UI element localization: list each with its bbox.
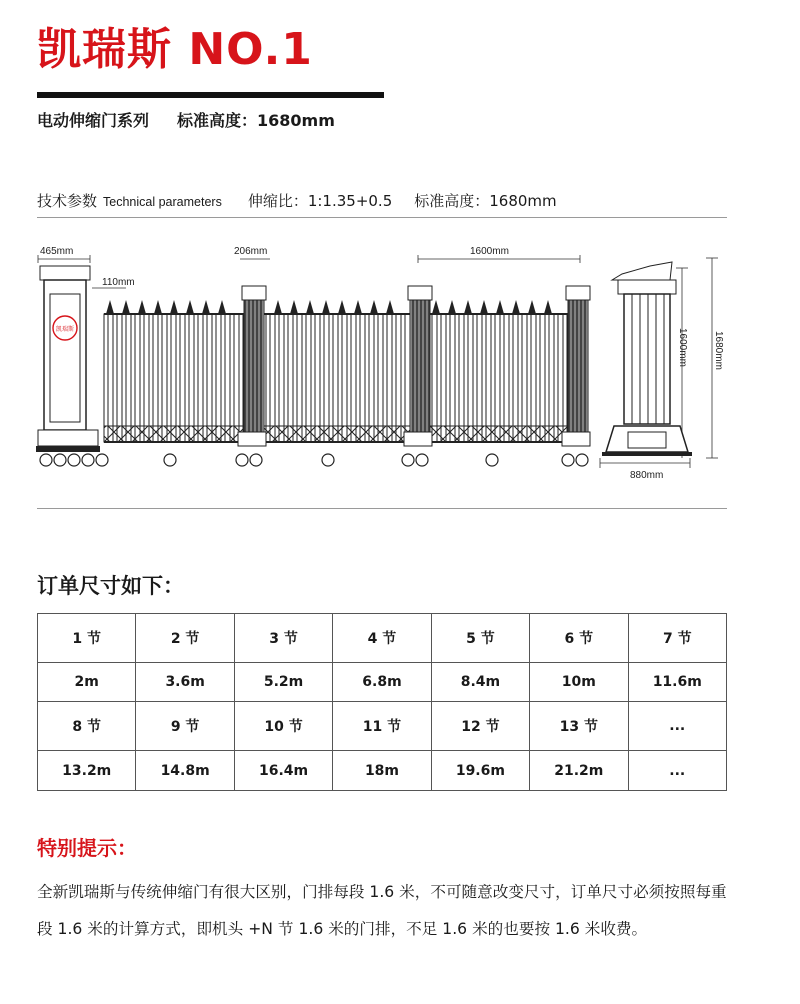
booth-wheels: [40, 454, 108, 466]
params-label-cn: 技术参数: [37, 192, 98, 210]
dim-110: 110mm: [102, 277, 135, 288]
order-size-heading: 订单尺寸如下：: [37, 574, 184, 598]
table-cell: 8.4m: [431, 662, 529, 702]
table-cell: 16.4m: [234, 751, 332, 791]
table-cell: 3.6m: [136, 662, 234, 702]
title-underline: [37, 92, 384, 98]
table-cell: 10 节: [234, 702, 332, 751]
dim-206: 206mm: [234, 246, 268, 257]
table-cell: 10m: [530, 662, 628, 702]
table-cell: 19.6m: [431, 751, 529, 791]
special-notice-text: 全新凯瑞斯与传统伸缩门有很大区别，门排每段 1.6 米，不可随意改变尺寸，订单尺寸必须按照每重段 1.6 米的计算方式，即机头 +N 节 1.6 米的门排，不足 1.6 米的也要按 1.6 米收费。: [37, 883, 727, 938]
booth-logo-text: 凯瑞斯: [55, 326, 75, 333]
series-label: 电动伸缩门系列: [37, 111, 150, 130]
gate-spikes: [106, 300, 552, 314]
table-cell: 12 节: [431, 702, 529, 751]
table-cell: 13 节: [530, 702, 628, 751]
dim-880: 880mm: [630, 470, 664, 481]
table-cell: 11.6m: [628, 662, 726, 702]
table-cell: 14.8m: [136, 751, 234, 791]
control-booth: [36, 266, 100, 452]
table-cell: 8 节: [38, 702, 136, 751]
table-cell: 18m: [333, 751, 431, 791]
table-row: [38, 662, 727, 702]
standard-height-label: 标准高度：1680mm: [177, 111, 335, 130]
table-row: [38, 751, 727, 791]
params-standard-height: 标准高度：1680mm: [414, 192, 557, 210]
gate-panels: [104, 314, 574, 442]
table-cell: 4 节: [333, 614, 431, 663]
table-cell: 5.2m: [234, 662, 332, 702]
dim-465: 465mm: [40, 246, 74, 257]
telescopic-ratio: 伸缩比：1:1.35+0.5: [247, 192, 393, 210]
table-cell: 6.8m: [333, 662, 431, 702]
table-cell: ...: [628, 702, 726, 751]
special-notice-heading: 特别提示：: [37, 836, 137, 860]
product-subtitle: [37, 108, 335, 131]
table-row: [38, 614, 727, 663]
table-cell: 21.2m: [530, 751, 628, 791]
table-cell: 9 节: [136, 702, 234, 751]
table-row: [38, 702, 727, 751]
table-cell: 1 节: [38, 614, 136, 663]
table-cell: ...: [628, 751, 726, 791]
table-cell: 13.2m: [38, 751, 136, 791]
params-label-en: Technical parameters: [103, 195, 222, 209]
dim-1600-side: 1600mm: [677, 328, 688, 367]
gate-technical-drawing: [30, 236, 735, 484]
divider-bottom: [37, 508, 727, 509]
table-cell: 2m: [38, 662, 136, 702]
table-cell: 11 节: [333, 702, 431, 751]
technical-parameters: [37, 190, 557, 211]
divider-top: [37, 217, 727, 218]
table-cell: 7 节: [628, 614, 726, 663]
dim-1680-side: 1680mm: [713, 331, 724, 370]
table-cell: 5 节: [431, 614, 529, 663]
table-cell: 6 节: [530, 614, 628, 663]
order-size-table: [37, 613, 727, 791]
dim-1600-top: 1600mm: [470, 246, 509, 257]
page-title: 凯瑞斯 NO.1: [37, 24, 313, 75]
table-cell: 2 节: [136, 614, 234, 663]
table-cell: 3 节: [234, 614, 332, 663]
gate-wheels: [164, 454, 588, 466]
